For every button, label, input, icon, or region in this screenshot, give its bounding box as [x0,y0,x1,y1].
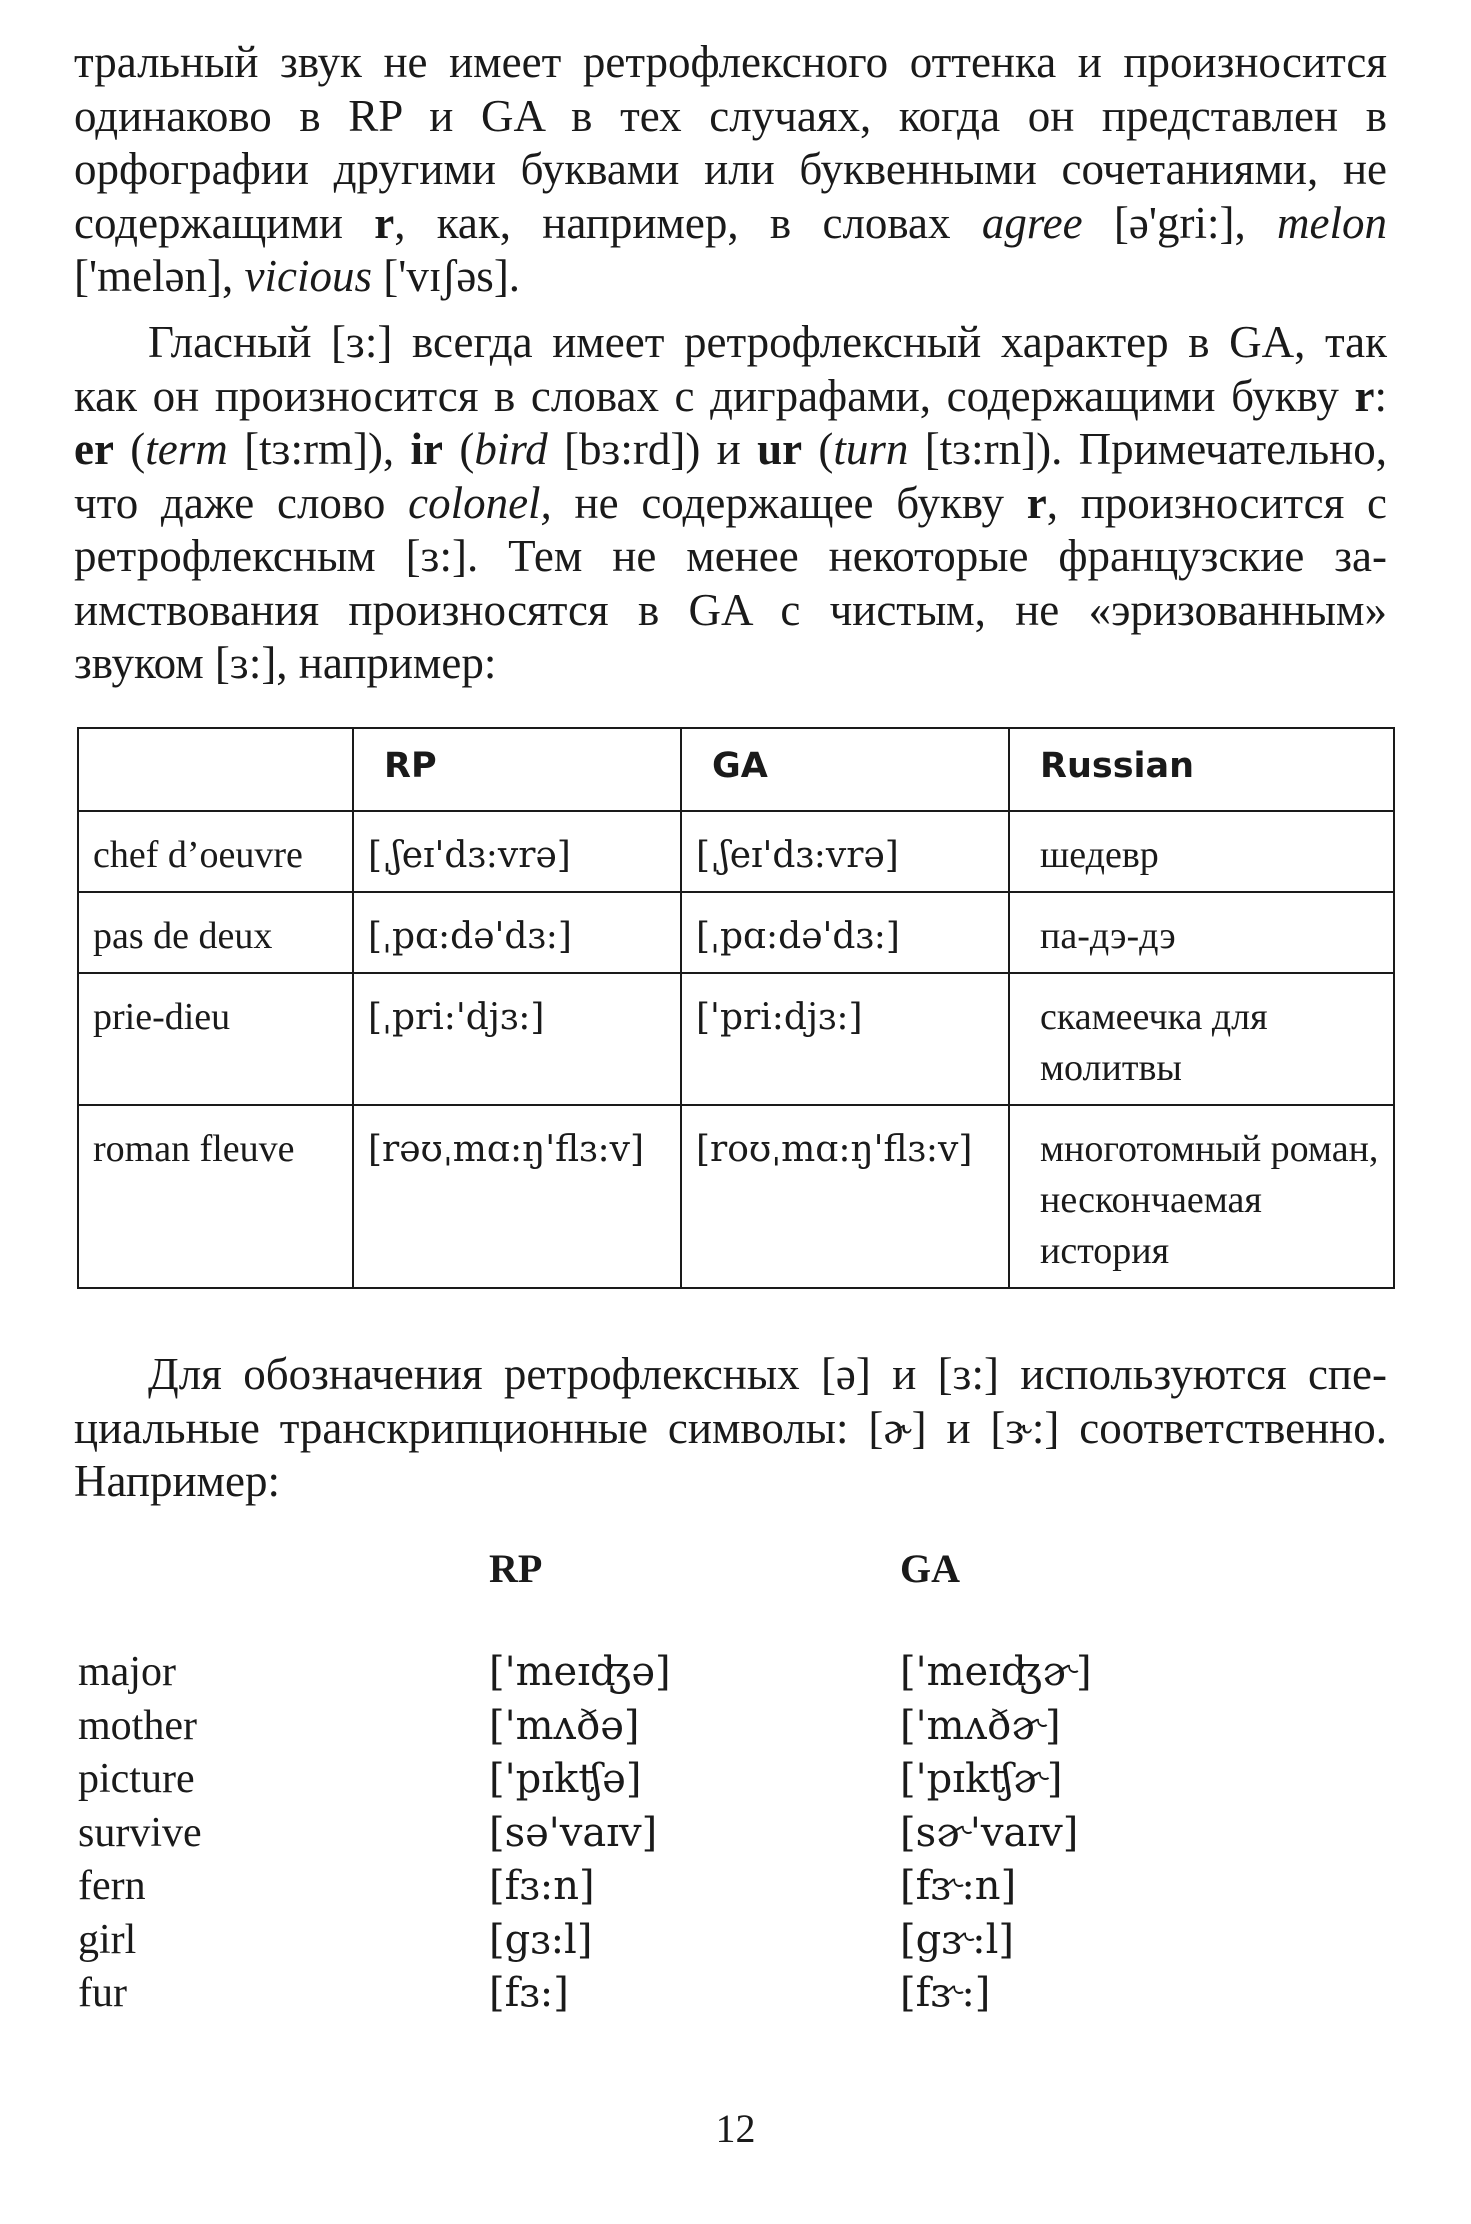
transcription: [bɜ:rd]) и [547,424,758,474]
example-word: vicious [244,251,372,301]
column-header-russian: Russian [1009,728,1394,811]
column-header-empty [78,728,353,811]
examples-words-column [78,1646,202,2021]
transcription: [ə'gri:], [1082,197,1278,248]
transcription: ['melən], [74,251,245,301]
text: не содержащее букву [551,477,1027,528]
list-item: [sə'vaɪv] [489,1809,658,1856]
cell-ga: [ˌʃeɪ'dɜ:vrə] [681,811,1009,892]
table-header-row [78,728,1394,811]
list-item: [gɜ:l] [489,1916,593,1963]
column-header-ga: GA [681,728,1009,811]
list-item: [fɜ:] [489,1970,569,2016]
cell-rp: [ˌpɑ:də'dɜ:] [353,892,681,973]
text: ( [443,424,475,474]
paragraph-1 [74,36,1387,304]
text: [tɜ:rn]). Примечательно, что даже слово [74,424,1387,528]
text: , как, например, в словах [394,197,982,248]
list-item: [sɚ'vaɪv] [900,1809,1079,1856]
text: : [1374,370,1387,421]
cell-ga: [ˌpɑ:də'dɜ:] [681,892,1009,973]
examples-rp-column [489,1646,671,2021]
list-item: ['mʌðə] [489,1702,640,1749]
text: тральный звук не имеет ретрофлексного оттенка и произносится одинаково в RP и GA в тех случаях, когда он представлен в орфографии другими буквами или буквенными сочетаниями, не содержащими [74,37,1387,248]
list-item: survive [78,1809,202,1856]
cell-word: roman fleuve [78,1105,353,1288]
table-row [78,1105,1394,1288]
transcription: ['vɪʃəs]. [372,251,521,301]
pronunciation-table [77,727,1395,1289]
paragraph-3: Для обозначения ретрофлексных [ə] и [ɜ:] используются специальные транскрипционные символы: [ɚ] и [ɝ:] соответственно. Например: [74,1349,1387,1506]
cell-rp: [ˌʃeɪ'dɜ:vrə] [353,811,681,892]
example-word: agree [981,197,1083,248]
digraph: ur [757,424,803,474]
table-row [78,973,1394,1105]
bold-letter: r [374,197,395,248]
table-row [78,892,1394,973]
list-item: fern [78,1863,146,1909]
cell-word: prie-dieu [78,973,353,1105]
example-word: melon [1277,197,1387,248]
examples-header-ga: GA [900,1546,960,1591]
example-word: turn [833,424,909,474]
list-item: [fɜ:n] [489,1863,595,1909]
text: Гласный [ɜ:] всегда имеет ретрофлексный характер в GA, так как он произносится в словах с диграфами, содержащими букву [74,317,1387,421]
transcription: [tɜ:rm]), [227,424,411,474]
text: ( [802,424,834,474]
list-item: [fɝ:n] [900,1863,1017,1909]
cell-russian: шедевр [1009,811,1394,892]
cell-rp: [ˌpri:'djɜ:] [353,973,681,1105]
paragraph-2 [74,316,1387,691]
list-item: ['pɪkʧə] [489,1756,642,1802]
cell-word: pas de deux [78,892,353,973]
list-item: picture [78,1756,195,1802]
list-item: ['mʌðɚ] [900,1702,1061,1749]
list-item: girl [78,1916,137,1963]
list-item: fur [78,1970,127,2016]
example-word: term [145,424,228,474]
example-word: bird [474,424,548,474]
list-item: [fɝ:] [900,1970,991,2016]
digraph: ir [410,424,443,474]
cell-russian: скамеечка для молитвы [1009,973,1394,1105]
table-row [78,811,1394,892]
list-item: ['pɪkʧɚ] [900,1756,1063,1802]
cell-russian: па-дэ-дэ [1009,892,1394,973]
example-word: colonel, [408,477,552,528]
text: ( [113,424,146,474]
list-item: mother [78,1702,197,1749]
digraph: er [74,424,114,474]
cell-ga: ['pri:djɜ:] [681,973,1009,1105]
list-item: ['meɪʤə] [489,1649,671,1695]
bold-letter: r [1026,477,1047,528]
examples-header-rp: RP [489,1546,543,1591]
page-number: 12 [715,2106,756,2151]
cell-russian: многотомный роман, нескончаемая история [1009,1105,1394,1288]
text: , произносится с ретрофлексным [ɜ:]. Тем не менее некоторые французские заимствования произносятся в GA с чистым, не «эризованным» звуком [ɜ:], например: [74,477,1387,688]
cell-word: chef d’oeuvre [78,811,353,892]
cell-ga: [roʊˌmɑ:ŋ'flɜ:v] [681,1105,1009,1288]
cell-rp: [rəʊˌmɑ:ŋ'flɜ:v] [353,1105,681,1288]
examples-ga-column [900,1646,1092,2021]
column-header-rp: RP [353,728,681,811]
list-item: ['meɪʤɚ] [900,1649,1092,1695]
bold-letter: r [1354,370,1375,421]
list-item: major [78,1649,176,1695]
list-item: [gɝ:l] [900,1916,1015,1963]
